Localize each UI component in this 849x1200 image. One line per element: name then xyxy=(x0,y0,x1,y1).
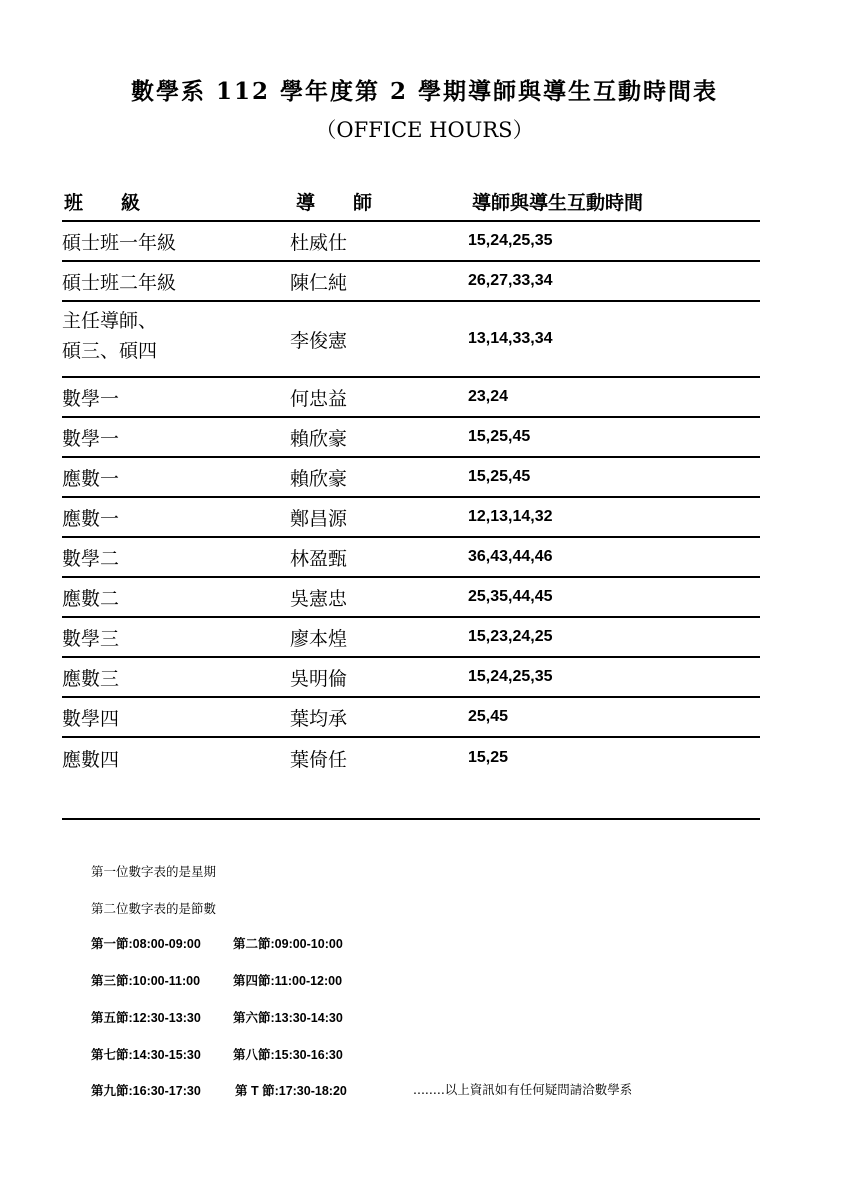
row-time: 15,25 xyxy=(468,749,509,766)
table-row xyxy=(62,498,760,538)
header-time: 導師與導生互動時間 xyxy=(472,192,644,214)
row-time: 36,43,44,46 xyxy=(468,548,553,565)
row-time: 15,25,45 xyxy=(468,468,531,485)
row-teacher: 何忠益 xyxy=(290,387,348,410)
row-time: 15,23,24,25 xyxy=(468,628,553,645)
row-class: 碩士班一年級 xyxy=(62,231,177,254)
row-time: 12,13,14,32 xyxy=(468,508,553,525)
row-class: 數學三 xyxy=(62,627,120,650)
table-header xyxy=(62,180,760,222)
row-class: 碩士班二年級 xyxy=(62,271,177,294)
row-class-line: 主任導師、 xyxy=(62,310,158,332)
table-row xyxy=(62,302,760,378)
row-time: 13,14,33,34 xyxy=(468,330,553,347)
period-item: 第 T 節:17:30-18:20 xyxy=(235,1084,347,1098)
row-time: 26,27,33,34 xyxy=(468,272,553,289)
header-class: 班 級 xyxy=(64,192,141,214)
header-teacher: 導 師 xyxy=(296,192,373,214)
row-class: 數學四 xyxy=(62,707,120,730)
row-teacher: 杜威仕 xyxy=(290,231,348,254)
row-class: 應數二 xyxy=(62,587,120,610)
row-class xyxy=(62,302,157,380)
table-row xyxy=(62,262,760,302)
row-teacher: 鄭昌源 xyxy=(290,507,348,530)
page-title: 數學系 112 學年度第 2 學期導師與導生互動時間表 xyxy=(130,78,719,105)
table-row xyxy=(62,378,760,418)
row-class: 應數一 xyxy=(62,467,120,490)
table-row xyxy=(62,738,760,778)
row-time: 25,35,44,45 xyxy=(468,588,553,605)
period-item: 第一節:08:00-09:00 xyxy=(91,937,201,951)
period-item: 第七節:14:30-15:30 xyxy=(91,1048,201,1062)
table-row xyxy=(62,222,760,262)
table-row xyxy=(62,418,760,458)
table-row xyxy=(62,458,760,498)
row-time: 25,45 xyxy=(468,708,509,725)
period-item: 第五節:12:30-13:30 xyxy=(91,1011,201,1025)
row-class: 數學一 xyxy=(62,387,120,410)
title-block xyxy=(0,76,849,148)
row-teacher: 陳仁純 xyxy=(290,271,348,294)
row-teacher: 李俊憲 xyxy=(290,329,348,352)
row-class-line: 碩三、碩四 xyxy=(62,340,158,362)
office-hours-table xyxy=(62,180,760,820)
table-row-empty xyxy=(62,778,760,820)
row-class: 數學二 xyxy=(62,547,120,570)
row-teacher: 廖本煌 xyxy=(290,627,348,650)
period-item: 第四節:11:00-12:00 xyxy=(233,974,343,988)
row-teacher: 賴欣豪 xyxy=(290,467,348,490)
note-second-digit: 第二位數字表的是節數 xyxy=(91,901,217,916)
row-teacher: 吳明倫 xyxy=(290,667,348,690)
row-teacher: 賴欣豪 xyxy=(290,427,348,450)
row-time: 15,24,25,35 xyxy=(468,232,553,249)
table-row xyxy=(62,538,760,578)
row-teacher: 吳憲忠 xyxy=(290,587,348,610)
table-row xyxy=(62,658,760,698)
page-subtitle: （OFFICE HOURS） xyxy=(315,118,534,142)
row-class: 應數一 xyxy=(62,507,120,530)
contact-note: ........以上資訊如有任何疑問請洽數學系 xyxy=(413,1082,633,1097)
row-time: 15,24,25,35 xyxy=(468,668,553,685)
period-item: 第二節:09:00-10:00 xyxy=(233,937,343,951)
table-row xyxy=(62,618,760,658)
period-item: 第三節:10:00-11:00 xyxy=(91,974,201,988)
table-row xyxy=(62,698,760,738)
table-row xyxy=(62,578,760,618)
note-first-digit: 第一位數字表的是星期 xyxy=(91,864,217,879)
row-time: 23,24 xyxy=(468,388,509,405)
row-class: 應數四 xyxy=(62,748,120,771)
period-item: 第九節:16:30-17:30 xyxy=(91,1084,201,1098)
period-item: 第八節:15:30-16:30 xyxy=(233,1048,343,1062)
row-time: 15,25,45 xyxy=(468,428,531,445)
row-class: 數學一 xyxy=(62,427,120,450)
period-item: 第六節:13:30-14:30 xyxy=(233,1011,343,1025)
row-class: 應數三 xyxy=(62,667,120,690)
row-teacher: 葉均承 xyxy=(290,707,348,730)
row-teacher: 林盈甄 xyxy=(290,547,348,570)
row-teacher: 葉倚任 xyxy=(290,748,348,771)
